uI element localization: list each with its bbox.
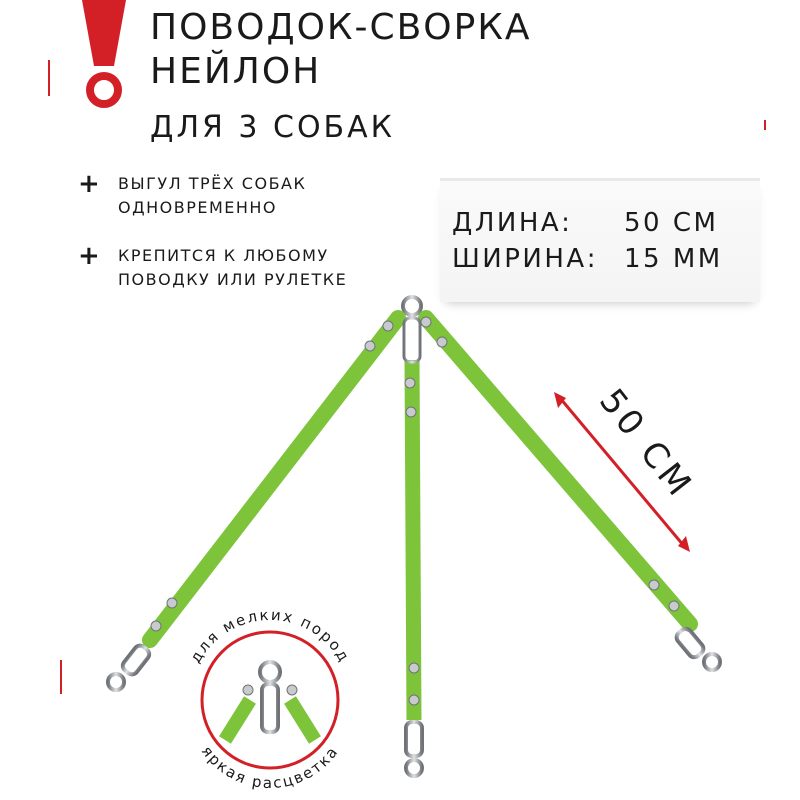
title-line-1: ПОВОДОК-СВОРКА xyxy=(150,7,532,48)
plus-icon: + xyxy=(78,241,100,271)
feature-1-line-2: ОДНОВРЕМЕННО xyxy=(118,198,278,217)
title-line-2: НЕЙЛОН xyxy=(150,51,322,92)
feature-2-line-2: ПОВОДКУ ИЛИ РУЛЕТКЕ xyxy=(118,270,348,289)
spec-width-label: ШИРИНА: xyxy=(452,244,598,274)
inset-bottom-text: яркая расцветка xyxy=(197,742,343,793)
edge-mark xyxy=(764,120,766,130)
spec-length-value: 50 СМ xyxy=(624,208,719,238)
page-subtitle: ДЛЯ 3 СОБАК xyxy=(150,110,395,145)
feature-2-line-1: КРЕПИТСЯ К ЛЮБОМУ xyxy=(118,246,329,265)
feature-1-line-1: ВЫГУЛ ТРЁХ СОБАК xyxy=(118,174,307,193)
spec-length-label: ДЛИНА: xyxy=(452,208,573,238)
svg-text:для мелких пород xyxy=(186,606,353,666)
plus-icon: + xyxy=(78,169,100,199)
svg-text:яркая расцветка xyxy=(198,742,342,792)
edge-mark xyxy=(48,60,50,96)
spec-width-value: 15 ММ xyxy=(624,244,723,274)
inset-top-text: для мелких пород xyxy=(186,605,354,667)
dimension-label: 50 СМ xyxy=(591,381,701,507)
edge-mark xyxy=(60,660,62,694)
